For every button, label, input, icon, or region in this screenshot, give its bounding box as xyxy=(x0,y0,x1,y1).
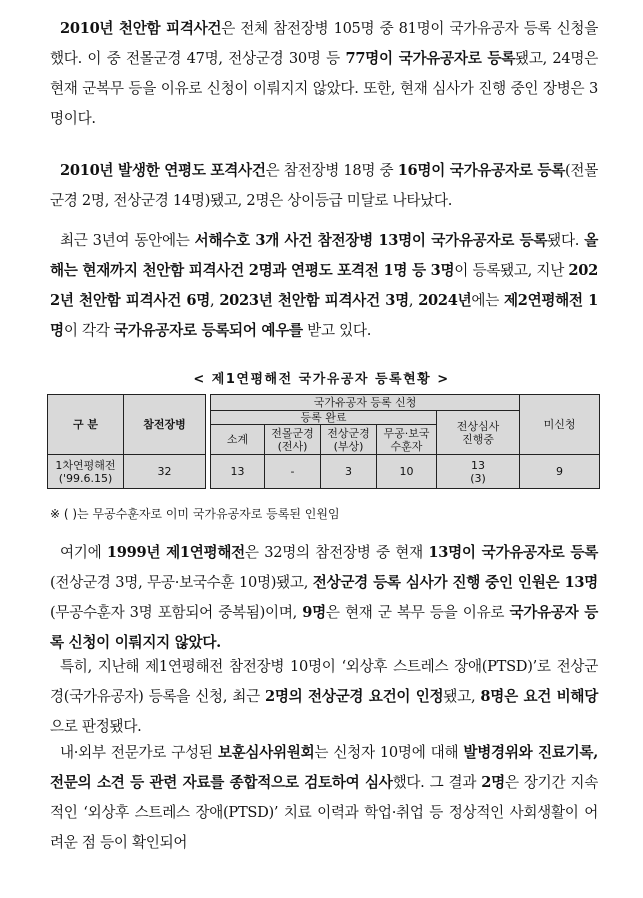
text-bold: 2022년 천안함 피격사건 6명 xyxy=(50,262,598,309)
text: 은 32명의 참전장병 중 현재 xyxy=(244,544,429,561)
text-bold: 전상군경 등록 심사가 진행 중인 인원은 13명 xyxy=(312,574,598,591)
text-bold: 8명은 요건 비해당 xyxy=(480,688,598,705)
text-bold: 13명이 국가유공자로 등록 xyxy=(428,544,598,561)
text-bold: 2명 xyxy=(481,774,505,791)
text: 최근 3년여 동안에는 xyxy=(60,232,195,249)
text: (전몰군경 2명, 전상군경 14명)됐고, 2명은 상이등급 미달로 나타났다. xyxy=(50,162,598,209)
header-participants: 참전장병 xyxy=(124,395,206,455)
text: 은 참전장병 18명 중 xyxy=(265,162,398,179)
text-bold: 16명이 국가유공자로 등록 xyxy=(397,162,565,179)
text-bold: 국가유공자로 등록되어 예우를 xyxy=(113,322,303,339)
text: , xyxy=(408,292,419,309)
text-bold: 서해수호 3개 사건 참전장병 13명이 국가유공자로 등록 xyxy=(194,232,548,249)
table-note: ※ ( )는 무공수훈자로 이미 국가유공자로 등록된 인원임 xyxy=(50,507,340,521)
table-caption: < 제1연평해전 국가유공자 등록현황 > xyxy=(193,372,450,387)
text: 됐고, 24명은 현재 군복무 등을 이유로 신청이 이뤄지지 않았다. 또한, 현재 심사가 진행 중인 장병은 3명이다. xyxy=(50,50,599,127)
paragraph-first-yeonpyeong xyxy=(50,538,598,658)
text: 은 현재 군 복무 등을 이유로 xyxy=(325,604,510,621)
text: 내·외부 전문가로 구성된 xyxy=(60,744,218,761)
text-bold: 2010년 발생한 연평도 포격사건 xyxy=(60,162,266,179)
text: 는 신청자 10명에 대해 xyxy=(314,744,464,761)
text-bold: 국가유공자 등록 신청이 이뤄지지 않았다. xyxy=(50,604,598,651)
text: 했다. 그 결과 xyxy=(392,774,482,791)
text-bold: 2명의 전상군경 요건이 인정 xyxy=(265,688,444,705)
text: 됐고, xyxy=(443,688,481,705)
header-not-applied: 미신청 xyxy=(520,395,600,455)
header-category: 구 분 xyxy=(48,395,124,455)
header-subtotal: 소계 xyxy=(211,425,265,455)
cell-participants: 32 xyxy=(124,455,206,489)
paragraph-ptsd xyxy=(50,652,598,742)
header-wounded: 전상군경 (부상) xyxy=(321,425,377,455)
text-bold: 2023년 천안함 피격사건 3명 xyxy=(219,292,409,309)
text: 에는 xyxy=(471,292,504,309)
header-killed: 전몰군경 (전사) xyxy=(265,425,321,455)
cell-wounded: 3 xyxy=(321,455,377,489)
text: 됐다. xyxy=(547,232,585,249)
header-decorated: 무공·보국 수훈자 xyxy=(377,425,437,455)
paragraph-yeonpyeong-shelling xyxy=(50,156,598,216)
paragraph-cheonan xyxy=(50,14,598,134)
text-bold: 2010년 천안함 피격사건 xyxy=(60,20,222,37)
text-bold: 보훈심사위원회 xyxy=(217,744,315,761)
text-bold: 9명 xyxy=(302,604,326,621)
text: 은 전체 참전장병 105명 중 81명이 국가유공자 등록 신청을 했다. 이 중 전몰군경 47명, 전상군경 30명 등 xyxy=(50,20,598,67)
text-bold: 발병경위와 진료기록, 전문의 소견 등 관련 자료를 종합적으로 검토하여 심사 xyxy=(50,744,598,791)
text-bold: 2024년 xyxy=(418,292,472,309)
text: 받고 있다. xyxy=(302,322,372,339)
header-application: 국가유공자 등록 신청 xyxy=(211,395,520,411)
paragraph-recent-registrations xyxy=(50,226,598,346)
text: (무공수훈자 3명 포함되어 중복됨)이며, xyxy=(50,604,303,621)
registration-status-table xyxy=(47,394,600,489)
text-bold: 1999년 제1연평해전 xyxy=(106,544,245,561)
header-registered: 등록 완료 xyxy=(211,411,437,425)
cell-killed: - xyxy=(265,455,321,489)
text: 특히, 지난해 제1연평해전 참전장병 10명이 ‘외상후 스트레스 장애(PTSD)’로 전상군경(국가유공자) 등록을 신청, 최근 xyxy=(50,658,598,705)
paragraph-review-committee xyxy=(50,738,598,858)
text: 으로 판정됐다. xyxy=(50,718,142,735)
text: (전상군경 3명, 무공·보국수훈 10명)됐고, xyxy=(50,574,313,591)
text-bold: 77명이 국가유공자로 등록 xyxy=(345,50,516,67)
cell-under-review: 13 (3) xyxy=(437,455,520,489)
cell-subtotal: 13 xyxy=(211,455,265,489)
text: 이 각각 xyxy=(63,322,114,339)
text: 은 장기간 지속적인 ‘외상후 스트레스 장애(PTSD)’ 치료 이력과 학업·취업 등 정상적인 사회생활이 어려운 점 등이 확인되어 xyxy=(50,774,599,851)
text: 여기에 xyxy=(60,544,107,561)
text-bold: 제2연평해전 1명 xyxy=(50,292,599,339)
row-name: 1차연평해전 ('99.6.15) xyxy=(48,455,124,489)
text: 이 등록됐고, 지난 xyxy=(454,262,569,279)
text: , xyxy=(210,292,220,309)
cell-decorated: 10 xyxy=(377,455,437,489)
cell-not-applied: 9 xyxy=(520,455,600,489)
header-under-review: 전상심사 진행중 xyxy=(437,411,520,455)
text-bold: 올해는 현재까지 천안함 피격사건 2명과 연평도 포격전 1명 등 3명 xyxy=(50,232,598,279)
